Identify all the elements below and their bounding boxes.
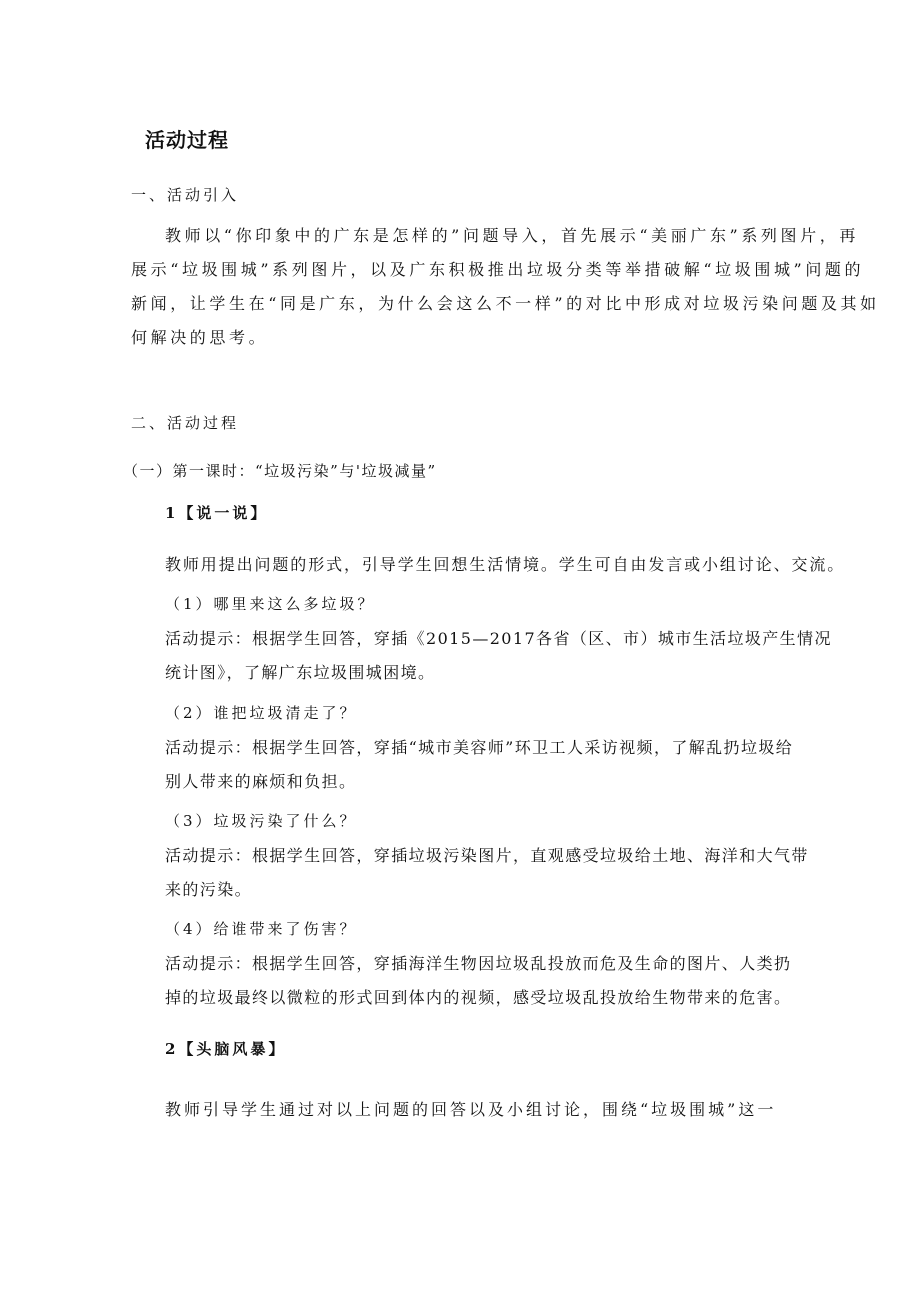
- hint-line: 活动提示：根据学生回答，穿插《2015—2017各省（区、市）城市生活垃圾产生情况: [165, 629, 832, 648]
- hint-line: 统计图》，了解广东垃圾围城困境。: [165, 663, 436, 682]
- question-2: （2）谁把垃圾清走了？: [165, 704, 358, 722]
- paragraph-line: 何解决的思考。: [131, 328, 269, 347]
- question-1: （1）哪里来这么多垃圾？: [165, 595, 376, 613]
- brainstorm-heading: 2【头脑风暴】: [165, 1040, 287, 1058]
- hint-line: 掉的垃圾最终以微粒的形式回到体内的视频，感受垃圾乱投放给生物带来的危害。: [165, 988, 792, 1007]
- hint-1: [165, 622, 832, 690]
- talk-heading: 1【说一说】: [165, 504, 269, 522]
- intro-paragraph: [131, 219, 880, 355]
- question-4: （4）给谁带来了伤害？: [165, 920, 358, 938]
- hint-line: 活动提示：根据学生回答，穿插海洋生物因垃圾乱投放而危及生命的图片、人类扔: [165, 954, 792, 973]
- paragraph-line: 新闻，让学生在“同是广东，为什么会这么不一样”的对比中形成对垃圾污染问题及其如: [131, 294, 880, 313]
- question-3: （3）垃圾污染了什么？: [165, 812, 358, 830]
- lesson-one-heading: （一）第一课时：“垃圾污染”与'垃圾减量”: [123, 462, 437, 480]
- talk-intro: 教师用提出问题的形式，引导学生回想生活情境。学生可自由发言或小组讨论、交流。: [165, 555, 846, 574]
- page-title: 活动过程: [145, 128, 229, 152]
- hint-line: 来的污染。: [165, 880, 253, 899]
- section-heading-intro: 一、活动引入: [131, 186, 240, 204]
- hint-4: [165, 947, 791, 1015]
- paragraph-line: 展示“垃圾围城”系列图片，以及广东积极推出垃圾分类等举措破解“垃圾围城”问题的: [131, 260, 865, 279]
- hint-line: 别人带来的麻烦和负担。: [165, 772, 357, 791]
- hint-line: 活动提示：根据学生回答，穿插“城市美容师”环卫工人采访视频，了解乱扔垃圾给: [165, 738, 794, 757]
- hint-line: 活动提示：根据学生回答，穿插垃圾污染图片，直观感受垃圾给土地、海洋和大气带: [165, 846, 809, 865]
- section-heading-process: 二、活动过程: [131, 414, 240, 432]
- hint-3: [165, 839, 809, 907]
- hint-2: [165, 731, 793, 799]
- brainstorm-paragraph: 教师引导学生通过对以上问题的回答以及小组讨论，围绕“垃圾围城”这一: [165, 1100, 777, 1119]
- paragraph-line: 教师以“你印象中的广东是怎样的”问题导入，首先展示“美丽广东”系列图片，再: [165, 226, 859, 245]
